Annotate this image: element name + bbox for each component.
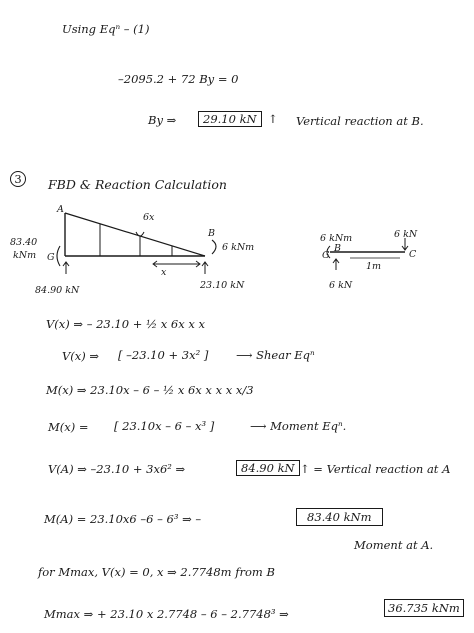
moment-right-value: 6 kNm	[222, 242, 255, 253]
ma-note: Moment at A.	[354, 538, 434, 552]
moment-eq-note: ⟶ Moment Eqⁿ.	[250, 419, 347, 433]
right-reaction-label: 6 kN	[329, 280, 353, 291]
shear-eq-raw: V(x) ⇒ – 23.10 + ½ x 6x x x	[46, 317, 206, 331]
va-result-box: 84.90 kN	[236, 460, 300, 476]
moment-eq-lhs: M(x) =	[48, 420, 89, 434]
load-resultant-label: 6x	[143, 212, 155, 223]
right-moment-label: 6 kNm	[320, 233, 353, 244]
fbd-label-b: B	[208, 228, 215, 239]
by-description: Vertical reaction at B.	[296, 114, 424, 128]
fbd-label-a: A	[57, 204, 64, 215]
equilibrium-equation: –2095.2 + 72 By = 0	[118, 72, 239, 86]
ma-result-box: 83.40 kNm	[296, 508, 383, 526]
using-equation-text: Using Eqⁿ – (1)	[62, 22, 150, 36]
right-label-g: G	[322, 250, 330, 261]
reaction-a-label: 84.90 kN	[35, 285, 80, 296]
x-dimension-label: x	[161, 267, 167, 278]
right-label-b: B	[334, 243, 341, 254]
right-force-label: 6 kN	[394, 229, 418, 240]
shear-eq-expr: [ –23.10 + 3x² ]	[118, 348, 209, 362]
moment-left-value: 83.40	[10, 237, 38, 248]
section-number: 3	[10, 171, 26, 187]
reaction-b-label: 23.10 kN	[200, 280, 245, 291]
va-note: ↑ = Vertical reaction at A	[300, 462, 451, 476]
by-label: By ⇒	[148, 113, 177, 127]
va-equation: V(A) ⇒ –23.10 + 3x6² ⇒	[48, 462, 186, 476]
mmax-equation: Mmax ⇒ + 23.10 x 2.7748 – 6 – 2.7748³ ⇒	[44, 607, 289, 621]
shear-eq-lhs: V(x) ⇒	[62, 349, 100, 363]
moment-eq-expr: [ 23.10x – 6 – x³ ]	[114, 419, 215, 433]
right-span-label: 1m	[366, 261, 382, 272]
mmax-condition: for Mmax, V(x) = 0, x ⇒ 2.7748m from B	[38, 565, 275, 579]
ma-equation: M(A) = 23.10x6 –6 – 6³ ⇒ –	[44, 512, 202, 526]
by-arrow: ↑	[268, 112, 278, 126]
moment-eq-raw: M(x) ⇒ 23.10x – 6 – ½ x 6x x x x x/3	[46, 383, 254, 397]
fbd-label-g: G	[47, 252, 55, 263]
mmax-result-box: 36.735 kNm	[384, 599, 464, 617]
moment-left-unit: kNm	[13, 250, 37, 261]
right-label-c: C	[409, 249, 417, 260]
by-result-box: 29.10 kN	[198, 111, 262, 127]
section-title: FBD & Reaction Calculation	[48, 177, 227, 192]
shear-eq-note: ⟶ Shear Eqⁿ	[236, 348, 315, 362]
